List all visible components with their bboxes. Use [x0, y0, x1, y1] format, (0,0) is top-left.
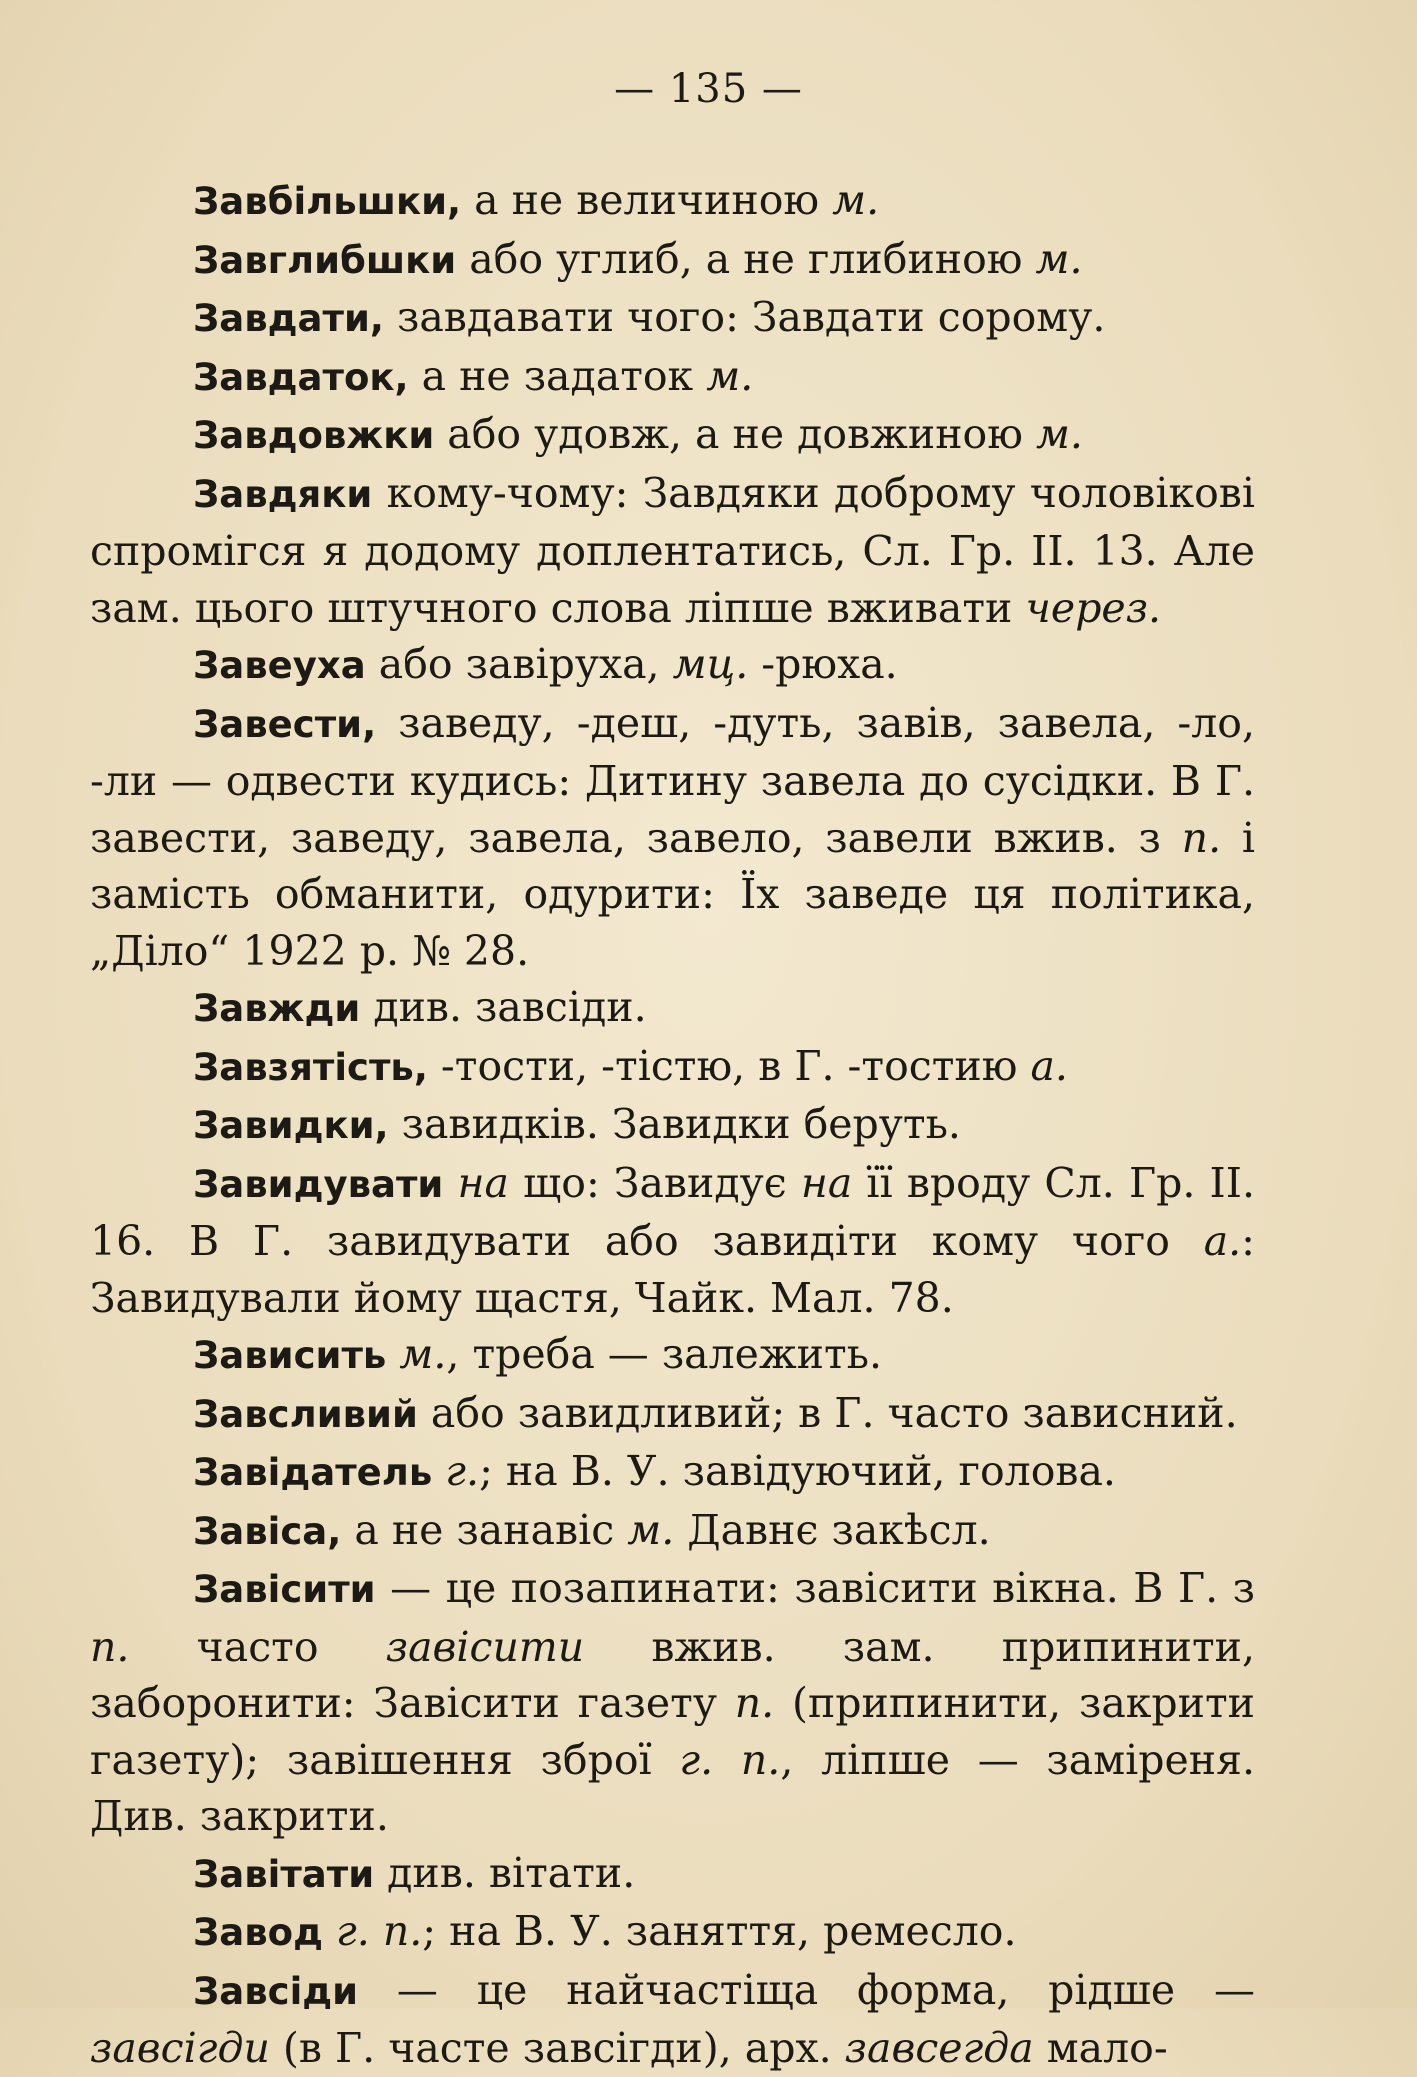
entry-text: [432, 1447, 445, 1495]
italic-note: а.: [1203, 1217, 1242, 1265]
dictionary-entry: [90, 1096, 1255, 1155]
dictionary-entry: [90, 1502, 1255, 1561]
dictionary-entry: [90, 465, 1255, 637]
entry-text: ; на В. У. завідуючий, голова.: [479, 1447, 1116, 1495]
headword: Завеуха: [193, 644, 366, 687]
entry-text: — це найчастіща форма, рідше —: [358, 1965, 1255, 2014]
headword: Завідатель: [193, 1451, 433, 1494]
headword: Завбільшки,: [193, 180, 462, 223]
entry-text: , треба — залежить.: [446, 1330, 883, 1378]
headword: Завод: [193, 1911, 323, 1954]
headword: Завдаток,: [193, 355, 409, 399]
italic-note: а.: [1030, 1041, 1068, 1090]
entry-text: [323, 1907, 336, 1955]
headword: Завидки,: [193, 1104, 389, 1147]
headword: Завдяки: [193, 472, 373, 516]
headword: Завітати: [193, 1852, 375, 1896]
dictionary-entry: [90, 1443, 1255, 1502]
entry-text: завдавати чого: Завдати сорому.: [383, 293, 1106, 341]
entry-text: див. завсіди.: [360, 983, 647, 1031]
entry-text: — це позапинати: завісити вікна. В Г. з: [375, 1564, 1255, 1612]
dictionary-entry: [90, 348, 1255, 407]
headword: Завдати,: [193, 297, 384, 340]
entry-text: її вроду Сл. Гр. II. 16. В Г. завидувати або завидіти кому чого: [90, 1158, 1255, 1265]
entry-text: [443, 1159, 457, 1207]
italic-note: мц.: [672, 640, 749, 688]
headword: Завіса,: [193, 1509, 342, 1553]
entry-text: : Завидували йому щастя, Чайк. Мал. 78.: [90, 1217, 1255, 1322]
dictionary-entry: [90, 1903, 1255, 1962]
dictionary-entry: [90, 231, 1255, 290]
dictionary-entry: [90, 289, 1255, 348]
italic-note: через.: [1025, 583, 1162, 632]
entry-text: а не задаток: [408, 351, 707, 400]
entry-text: або углиб, а не глибиною: [456, 234, 1036, 283]
italic-note: г. п.: [336, 1907, 423, 1955]
italic-note: м.: [1035, 410, 1083, 458]
headword: Зависить: [193, 1334, 387, 1377]
italic-note: м.: [627, 1505, 675, 1554]
headword: Завжди: [193, 987, 361, 1030]
entry-text: вжив. зам. припинити, заборонити: Завісити газету: [90, 1622, 1255, 1727]
entry-text: мало-: [1033, 2024, 1168, 2072]
entry-text: див. вітати.: [374, 1848, 636, 1897]
italic-note: на: [800, 1158, 853, 1207]
dictionary-entry: [90, 979, 1255, 1038]
italic-note: завсігди: [90, 2024, 270, 2072]
dictionary-entry: [90, 1038, 1255, 1097]
italic-note: г. п.: [679, 1735, 781, 1784]
italic-note: п.: [734, 1679, 775, 1727]
headword: Завісити: [193, 1568, 376, 1611]
headword: Завести,: [193, 702, 377, 746]
dictionary-entry: [90, 1385, 1255, 1444]
italic-note: г.: [445, 1447, 480, 1495]
page-number: — 135 —: [614, 66, 803, 112]
dictionary-entry: [90, 1326, 1255, 1385]
italic-note: м.: [832, 176, 880, 224]
entry-text: Давнє закѣсл.: [674, 1505, 991, 1554]
italic-note: завсегда: [844, 2024, 1034, 2072]
entry-text: (в Г. часте завсігди), арх.: [269, 2024, 845, 2072]
entry-text: -тости, -тістю, в Г. -тостию: [427, 1041, 1031, 1090]
entry-text: а не величиною: [461, 176, 833, 224]
dictionary-entry: [90, 1560, 1255, 1845]
entry-text: або завіруха,: [365, 640, 673, 688]
italic-note: завісити: [385, 1622, 585, 1671]
dictionary-entry: [90, 1845, 1255, 1904]
entry-text: заведу, -деш, -дуть, завів, завела, -ло, -ли — одвести кудись: Дитину завела до сусідки. В Г. завести, заведу, завела, завело, завели вжив. з: [90, 698, 1255, 862]
dictionary-entry: [90, 695, 1255, 980]
entry-text: і замість обманити, одурити: Їх заведе ця політика, „Діло“ 1922 р. № 28.: [90, 813, 1255, 975]
italic-note: м.: [399, 1330, 447, 1378]
headword: Завдовжки: [193, 414, 435, 457]
entry-text: кому-чому: Завдяки доброму чоловікові спромігся я додому доплентатись, Сл. Гр. II. 13. Але зам. цього штучного слова ліпше вживати: [90, 468, 1255, 632]
entry-text: [386, 1330, 399, 1378]
dictionary-entry: [90, 1962, 1255, 2077]
italic-note: м.: [706, 351, 754, 400]
entry-text: або завидливий; в Г. часто зависний.: [417, 1388, 1238, 1437]
dictionary-entry: [90, 636, 1255, 695]
italic-note: п.: [1181, 813, 1222, 862]
dictionary-entries: [90, 172, 1255, 2077]
entry-text: -рюха.: [748, 640, 898, 688]
entry-text: що: Завидує: [508, 1158, 801, 1207]
headword: Завглибшки: [193, 238, 457, 282]
italic-note: на: [457, 1158, 509, 1207]
entry-text: часто: [129, 1622, 386, 1671]
headword: Завзятість,: [193, 1045, 428, 1089]
entry-text: а не занавіс: [341, 1505, 628, 1554]
dictionary-entry: [90, 406, 1255, 465]
headword: Завсливий: [193, 1392, 418, 1436]
entry-text: ; на В. У. заняття, ремесло.: [422, 1907, 1017, 1955]
dictionary-entry: [90, 172, 1255, 231]
italic-note: п.: [90, 1622, 130, 1671]
dictionary-entry: [90, 1155, 1255, 1327]
entry-text: , ліпше — заміреня. Див. закрити.: [90, 1735, 1255, 1840]
italic-note: м.: [1035, 234, 1083, 283]
entry-text: або удовж, а не довжиною: [434, 410, 1036, 458]
entry-text: завидків. Завидки беруть.: [388, 1100, 961, 1148]
headword: Завидувати: [193, 1162, 444, 1206]
entry-text: (припинити, закрити газету); завішення зброї: [90, 1679, 1256, 1784]
headword: Завсіди: [193, 1969, 359, 2013]
